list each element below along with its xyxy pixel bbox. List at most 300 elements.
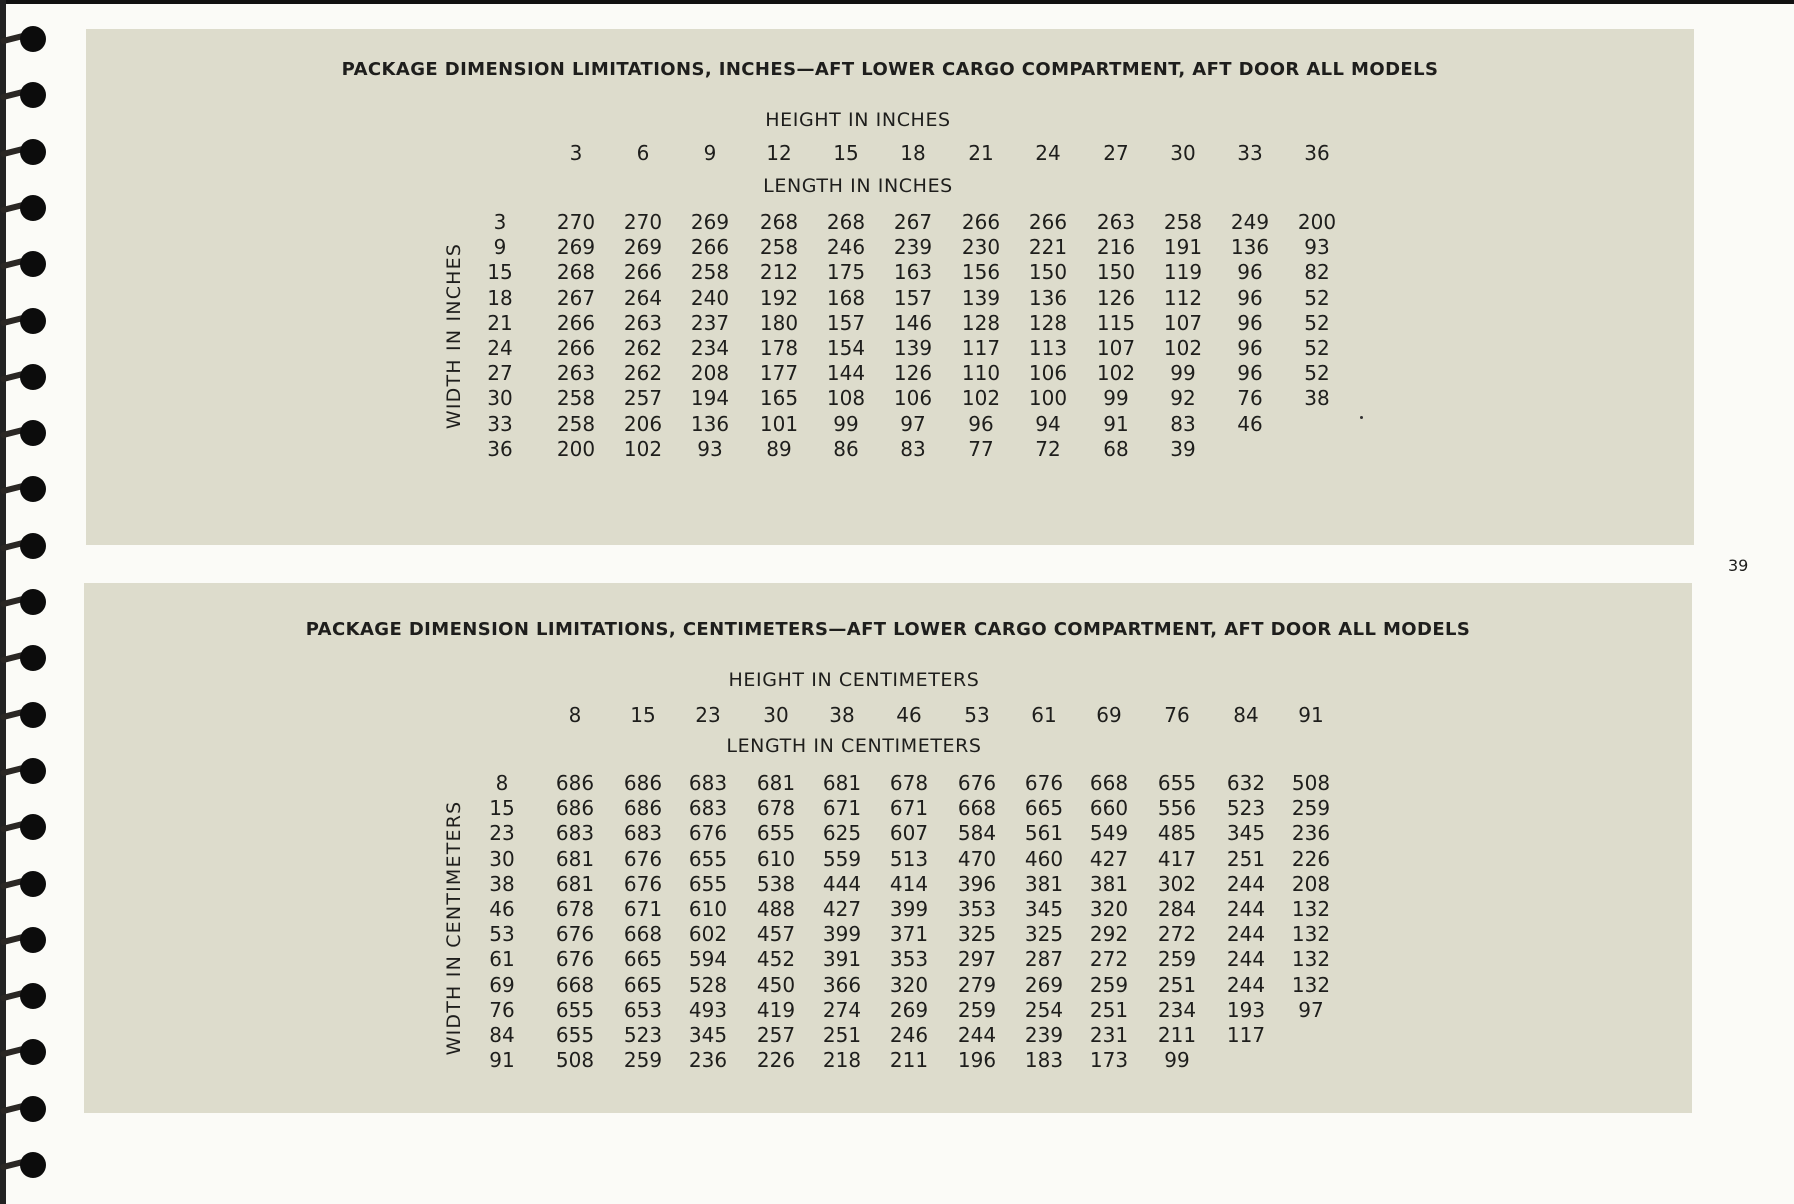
table-cell: 259: [623, 1048, 663, 1073]
table-cell: 246: [826, 235, 866, 260]
table-cell: 106: [893, 386, 933, 411]
table-cell: 665: [623, 947, 663, 972]
table-cell: 117: [1226, 1023, 1266, 1047]
table-cell: 268: [826, 210, 866, 234]
width-row-label: 36: [487, 436, 513, 461]
height-header-cell: 36: [1304, 141, 1330, 165]
table-cell: 39: [1170, 436, 1196, 461]
table-cell: 610: [688, 897, 728, 921]
height-header-cell: 3: [569, 141, 583, 165]
spiral-coil: [0, 871, 48, 897]
table-cell: 239: [893, 235, 933, 260]
table-cell: 193: [1226, 997, 1266, 1022]
table-cell: 128: [1028, 310, 1068, 335]
width-row-label: 9: [493, 235, 507, 260]
table-cell: 302: [1157, 871, 1197, 896]
table-cell: 272: [1157, 922, 1197, 947]
table-cell: 132: [1291, 897, 1331, 921]
table-cell: 244: [1226, 947, 1266, 972]
table-cell: 211: [1157, 1023, 1197, 1047]
table-cell: 668: [623, 922, 663, 947]
width-row-label: 15: [487, 260, 513, 285]
table-cell: 102: [1096, 361, 1136, 386]
table-cell: 102: [623, 436, 663, 461]
table-cell: 96: [1237, 260, 1263, 285]
table-cell: 676: [1024, 771, 1064, 795]
table-cell: 132: [1291, 947, 1331, 972]
height-header-cell: 21: [968, 141, 994, 165]
table-cell: 259: [957, 997, 997, 1022]
table-cell: 683: [688, 796, 728, 821]
table-cell: 602: [688, 922, 728, 947]
table-cell: 258: [1163, 210, 1203, 234]
table-cell: 244: [1226, 922, 1266, 947]
table-cell: 610: [756, 846, 796, 871]
table-cell: 212: [759, 260, 799, 285]
width-row-label: 8: [495, 771, 509, 795]
height-header-cell: 30: [1170, 141, 1196, 165]
table-cell: 76: [1237, 386, 1263, 411]
table-cell: 126: [1096, 285, 1136, 310]
width-row-label: 23: [489, 821, 515, 846]
table-cell: 234: [1157, 997, 1197, 1022]
table-cell: 320: [889, 972, 929, 997]
table-cell: 192: [759, 285, 799, 310]
table-cell: 632: [1226, 771, 1266, 795]
table-cell: 180: [759, 310, 799, 335]
width-row-label: 38: [489, 871, 515, 896]
table-cell: 366: [822, 972, 862, 997]
table-cell: 177: [759, 361, 799, 386]
width-row-label: 69: [489, 972, 515, 997]
table-cell: 263: [556, 361, 596, 386]
table-cell: 269: [556, 235, 596, 260]
table-cell: 150: [1028, 260, 1068, 285]
table-cell: 99: [1103, 386, 1129, 411]
table-cell: 237: [690, 310, 730, 335]
table-cell: 262: [623, 361, 663, 386]
table-cell: 660: [1089, 796, 1129, 821]
table-cell: 267: [893, 210, 933, 234]
table-cell: 249: [1230, 210, 1270, 234]
table-cell: 493: [688, 997, 728, 1022]
table-cell: 268: [556, 260, 596, 285]
table-cell: 246: [889, 1023, 929, 1047]
table-cell: 72: [1035, 436, 1061, 461]
table-cell: 52: [1304, 336, 1330, 360]
table-cell: 399: [822, 922, 862, 947]
table-cell: 488: [756, 897, 796, 921]
table-cell: 678: [555, 897, 595, 921]
table-cell: 96: [1237, 336, 1263, 360]
table-cell: 52: [1304, 285, 1330, 310]
table-cell: 676: [555, 922, 595, 947]
table-cell: 96: [968, 411, 994, 436]
table-cell: 320: [1089, 897, 1129, 921]
table-cell: 528: [688, 972, 728, 997]
table-cell: 244: [957, 1023, 997, 1047]
table-cell: 128: [961, 310, 1001, 335]
table-cell: 101: [759, 411, 799, 436]
table-cell: 538: [756, 871, 796, 896]
table-cell: 68: [1103, 436, 1129, 461]
table-cell: 218: [822, 1048, 862, 1073]
length-axis-label: LENGTH IN CENTIMETERS: [726, 735, 982, 757]
spiral-coil: [0, 1039, 48, 1065]
table-cell: 559: [822, 846, 862, 871]
table-cell: 678: [756, 796, 796, 821]
table-cell: 523: [1226, 796, 1266, 821]
spiral-coil: [0, 420, 48, 446]
table-cell: 99: [1164, 1048, 1190, 1073]
table-cell: 686: [623, 796, 663, 821]
table-cell: 107: [1096, 336, 1136, 360]
table-cell: 236: [1291, 821, 1331, 846]
table-cell: 89: [766, 436, 792, 461]
table-cell: 665: [623, 972, 663, 997]
spiral-coil: [0, 1096, 48, 1122]
width-row-label: 30: [487, 386, 513, 411]
table-cell: 297: [957, 947, 997, 972]
spiral-coil: [0, 308, 48, 334]
spiral-coil: [0, 251, 48, 277]
table-cell: 258: [556, 386, 596, 411]
height-header-cell: 8: [568, 703, 582, 727]
spiral-coil: [0, 983, 48, 1009]
spiral-coil: [0, 645, 48, 671]
table-cell: 239: [1024, 1023, 1064, 1047]
table-cell: 266: [690, 235, 730, 260]
table-cell: 226: [756, 1048, 796, 1073]
table-cell: 163: [893, 260, 933, 285]
table-cell: 119: [1163, 260, 1203, 285]
table-cell: 251: [1157, 972, 1197, 997]
height-header-cell: 15: [630, 703, 656, 727]
table-cell: 257: [623, 386, 663, 411]
table-cell: 681: [555, 871, 595, 896]
table-cell: 136: [1230, 235, 1270, 260]
table-cell: 191: [1163, 235, 1203, 260]
table-cell: 556: [1157, 796, 1197, 821]
table-cell: 200: [556, 436, 596, 461]
table-cell: 655: [555, 1023, 595, 1047]
height-header-cell: 27: [1103, 141, 1129, 165]
table-cell: 259: [1157, 947, 1197, 972]
table-cell: 457: [756, 922, 796, 947]
table-cell: 549: [1089, 821, 1129, 846]
width-row-label: 91: [489, 1048, 515, 1073]
spiral-coil: [0, 364, 48, 390]
table-cell: 655: [1157, 771, 1197, 795]
table-cell: 183: [1024, 1048, 1064, 1073]
table-cell: 665: [1024, 796, 1064, 821]
table-cell: 396: [957, 871, 997, 896]
table-cell: 259: [1291, 796, 1331, 821]
table-cell: 244: [1226, 972, 1266, 997]
table-cell: 594: [688, 947, 728, 972]
print-speck: [1360, 416, 1363, 419]
table-cell: 267: [556, 285, 596, 310]
width-row-label: 46: [489, 897, 515, 921]
width-axis-label: WIDTH IN INCHES: [443, 242, 465, 430]
table-cell: 653: [623, 997, 663, 1022]
table-cell: 136: [690, 411, 730, 436]
height-header-cell: 46: [896, 703, 922, 727]
width-row-label: 3: [493, 210, 507, 234]
width-row-label: 21: [487, 310, 513, 335]
table-cell: 96: [1237, 310, 1263, 335]
width-row-label: 33: [487, 411, 513, 436]
table-cell: 671: [623, 897, 663, 921]
spiral-coil: [0, 589, 48, 615]
table-cell: 671: [822, 796, 862, 821]
table-cell: 561: [1024, 821, 1064, 846]
height-header-cell: 30: [763, 703, 789, 727]
table-cell: 251: [1089, 997, 1129, 1022]
table-cell: 450: [756, 972, 796, 997]
table-cell: 139: [893, 336, 933, 360]
table-cell: 108: [826, 386, 866, 411]
table-cell: 231: [1089, 1023, 1129, 1047]
table-cell: 157: [893, 285, 933, 310]
width-row-label: 61: [489, 947, 515, 972]
table-cell: 196: [957, 1048, 997, 1073]
table-cell: 115: [1096, 310, 1136, 335]
table-cell: 173: [1089, 1048, 1129, 1073]
table-cell: 683: [688, 771, 728, 795]
table-cell: 262: [623, 336, 663, 360]
page-top-edge: [0, 0, 1794, 4]
table-cell: 97: [1298, 997, 1324, 1022]
table-cell: 258: [690, 260, 730, 285]
table-cell: 150: [1096, 260, 1136, 285]
table-cell: 46: [1237, 411, 1263, 436]
table-cell: 427: [1089, 846, 1129, 871]
table-cell: 272: [1089, 947, 1129, 972]
table-cell: 270: [623, 210, 663, 234]
table-cell: 240: [690, 285, 730, 310]
table-cell: 417: [1157, 846, 1197, 871]
table-cell: 97: [900, 411, 926, 436]
height-header-cell: 33: [1237, 141, 1263, 165]
table-cell: 671: [889, 796, 929, 821]
table-cell: 655: [756, 821, 796, 846]
table-cell: 686: [623, 771, 663, 795]
table-cell: 226: [1291, 846, 1331, 871]
table-cell: 686: [555, 771, 595, 795]
table-cell: 77: [968, 436, 994, 461]
table-cell: 676: [623, 846, 663, 871]
table-cell: 52: [1304, 310, 1330, 335]
table-cell: 132: [1291, 972, 1331, 997]
table-cell: 136: [1028, 285, 1068, 310]
height-header-cell: 9: [703, 141, 717, 165]
table-cell: 132: [1291, 922, 1331, 947]
spiral-coil: [0, 533, 48, 559]
table-cell: 381: [1089, 871, 1129, 896]
table-cell: 221: [1028, 235, 1068, 260]
table-cell: 345: [688, 1023, 728, 1047]
height-header-cell: 76: [1164, 703, 1190, 727]
table-cell: 216: [1096, 235, 1136, 260]
table-cell: 230: [961, 235, 1001, 260]
table-cell: 266: [556, 336, 596, 360]
height-header-cell: 23: [695, 703, 721, 727]
height-header-cell: 12: [766, 141, 792, 165]
table-cell: 96: [1237, 285, 1263, 310]
width-axis-label: WIDTH IN CENTIMETERS: [443, 800, 465, 1056]
width-row-label: 53: [489, 922, 515, 947]
table-cell: 270: [556, 210, 596, 234]
table-cell: 106: [1028, 361, 1068, 386]
spiral-coil: [0, 927, 48, 953]
table-cell: 607: [889, 821, 929, 846]
table-cell: 325: [1024, 922, 1064, 947]
table-cell: 236: [688, 1048, 728, 1073]
spiral-coil: [0, 702, 48, 728]
table-cell: 96: [1237, 361, 1263, 386]
table-cell: 391: [822, 947, 862, 972]
table-cell: 266: [1028, 210, 1068, 234]
table-cell: 274: [822, 997, 862, 1022]
table-cell: 113: [1028, 336, 1068, 360]
table-cell: 157: [826, 310, 866, 335]
table-cell: 258: [556, 411, 596, 436]
table-cell: 353: [889, 947, 929, 972]
table-cell: 427: [822, 897, 862, 921]
spiral-coil: [0, 758, 48, 784]
table-cell: 178: [759, 336, 799, 360]
table-cell: 99: [833, 411, 859, 436]
table-cell: 266: [556, 310, 596, 335]
table-cell: 655: [688, 871, 728, 896]
table-cell: 523: [623, 1023, 663, 1047]
table-cell: 83: [900, 436, 926, 461]
table-cell: 345: [1024, 897, 1064, 921]
table-cell: 655: [688, 846, 728, 871]
spiral-coil: [0, 1152, 48, 1178]
height-axis-label: HEIGHT IN CENTIMETERS: [728, 669, 980, 691]
table-cell: 126: [893, 361, 933, 386]
width-row-label: 24: [487, 336, 513, 360]
table-cell: 82: [1304, 260, 1330, 285]
table-cell: 325: [957, 922, 997, 947]
table-cell: 263: [1096, 210, 1136, 234]
table-cell: 91: [1103, 411, 1129, 436]
table-cell: 655: [555, 997, 595, 1022]
table-cell: 508: [555, 1048, 595, 1073]
table-cell: 381: [1024, 871, 1064, 896]
table-cell: 52: [1304, 361, 1330, 386]
table-cell: 206: [623, 411, 663, 436]
table-cell: 686: [555, 796, 595, 821]
table-cell: 244: [1226, 897, 1266, 921]
table-cell: 444: [822, 871, 862, 896]
width-row-label: 15: [489, 796, 515, 821]
table-cell: 676: [688, 821, 728, 846]
table-cell: 676: [555, 947, 595, 972]
table-cell: 254: [1024, 997, 1064, 1022]
table-cell: 83: [1170, 411, 1196, 436]
table-cell: 681: [555, 846, 595, 871]
table-cell: 156: [961, 260, 1001, 285]
table-cell: 452: [756, 947, 796, 972]
table-cell: 107: [1163, 310, 1203, 335]
table-cell: 269: [623, 235, 663, 260]
table-cell: 508: [1291, 771, 1331, 795]
width-row-label: 27: [487, 361, 513, 386]
table-cell: 676: [957, 771, 997, 795]
table-cell: 470: [957, 846, 997, 871]
table-cell: 414: [889, 871, 929, 896]
table-cell: 668: [1089, 771, 1129, 795]
spiral-binding: [0, 0, 60, 1204]
table-cell: 287: [1024, 947, 1064, 972]
spiral-coil: [0, 195, 48, 221]
table-cell: 668: [555, 972, 595, 997]
table-cell: 92: [1170, 386, 1196, 411]
length-axis-label: LENGTH IN INCHES: [763, 175, 953, 197]
table-cell: 269: [889, 997, 929, 1022]
width-row-label: 18: [487, 285, 513, 310]
table-cell: 200: [1297, 210, 1337, 234]
table-cell: 625: [822, 821, 862, 846]
table-title: PACKAGE DIMENSION LIMITATIONS, CENTIMETERS—AFT LOWER CARGO COMPARTMENT, AFT DOOR ALL MODELS: [305, 619, 1471, 640]
table-cell: 419: [756, 997, 796, 1022]
spiral-coil: [0, 26, 48, 52]
table-cell: 93: [697, 436, 723, 461]
height-header-cell: 84: [1233, 703, 1259, 727]
table-cell: 371: [889, 922, 929, 947]
table-cell: 258: [759, 235, 799, 260]
table-cell: 676: [623, 871, 663, 896]
table-cell: 110: [961, 361, 1001, 386]
height-header-cell: 38: [829, 703, 855, 727]
table-cell: 139: [961, 285, 1001, 310]
table-cell: 168: [826, 285, 866, 310]
table-cell: 268: [759, 210, 799, 234]
spiral-coil: [0, 82, 48, 108]
table-cell: 513: [889, 846, 929, 871]
spiral-coil: [0, 139, 48, 165]
table-cell: 117: [961, 336, 1001, 360]
spiral-coil: [0, 814, 48, 840]
table-cell: 86: [833, 436, 859, 461]
height-header-cell: 69: [1096, 703, 1122, 727]
table-cell: 668: [957, 796, 997, 821]
table-title: PACKAGE DIMENSION LIMITATIONS, INCHES—AFT LOWER CARGO COMPARTMENT, AFT DOOR ALL MODELS: [341, 59, 1439, 80]
table-cell: 146: [893, 310, 933, 335]
table-cell: 94: [1035, 411, 1061, 436]
table-cell: 266: [961, 210, 1001, 234]
table-cell: 102: [961, 386, 1001, 411]
table-cell: 485: [1157, 821, 1197, 846]
table-cell: 681: [822, 771, 862, 795]
table-panel-centimeters: [84, 583, 1692, 1113]
table-cell: 175: [826, 260, 866, 285]
table-cell: 38: [1304, 386, 1330, 411]
height-header-cell: 91: [1298, 703, 1324, 727]
table-cell: 399: [889, 897, 929, 921]
height-header-cell: 24: [1035, 141, 1061, 165]
table-cell: 292: [1089, 922, 1129, 947]
width-row-label: 30: [489, 846, 515, 871]
table-panel-inches: [86, 29, 1694, 545]
table-cell: 683: [623, 821, 663, 846]
table-cell: 269: [1024, 972, 1064, 997]
table-cell: 257: [756, 1023, 796, 1047]
table-cell: 259: [1089, 972, 1129, 997]
